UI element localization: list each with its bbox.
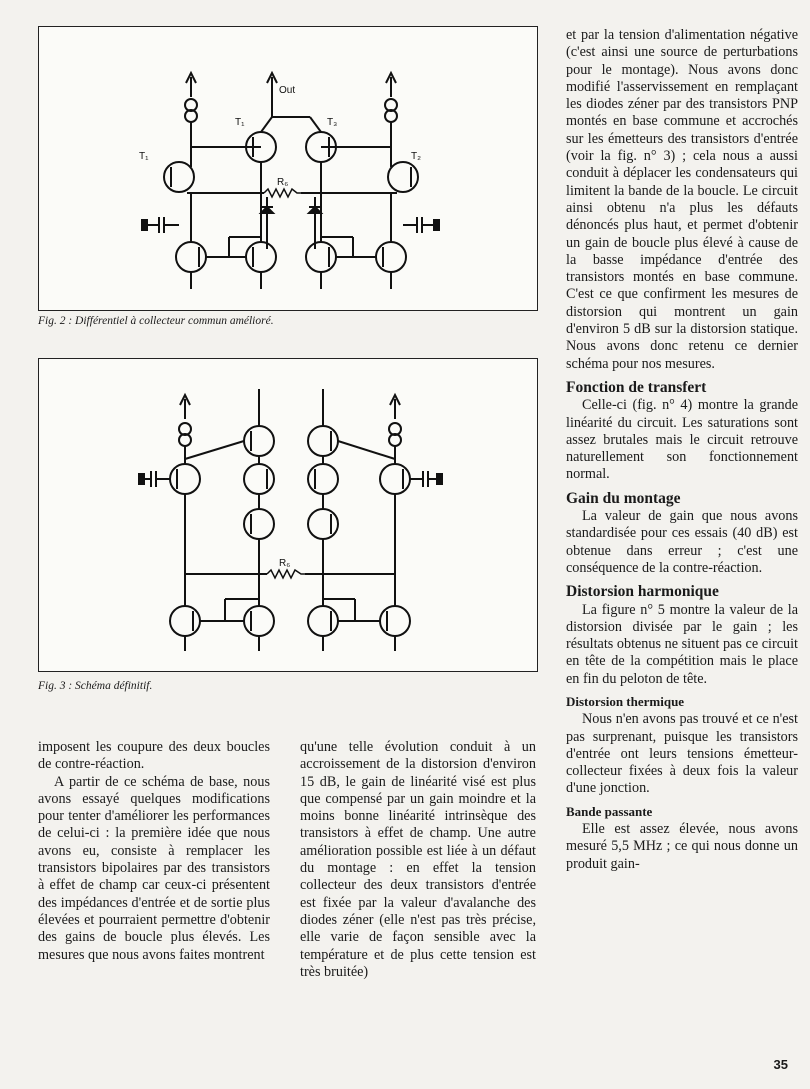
text-bande-passante: Elle est assez élevée, nous avons mesuré 5,5 MHz ; ce qui nous donne un produit gain-: [566, 821, 798, 872]
fig3-schematic: [39, 359, 537, 671]
figure-2: [38, 26, 538, 311]
middle-paragraph-1: qu'une telle évolution conduit à un accroissement de la distorsion d'environ 15 dB, le gain de linéarité visé est plus que compensé par un gain moindre et la moins bonne linéarité intrinsèque des transistors à effet de champ. Une autre amélioration possible est liée à un défaut du montage : en effet la tension collecteur des deux transistors d'entrée est fixée par la valeur d'avalanche des diodes zéner (elle n'est pas très précise, elle varie de façon sensible avec la température et de plus cette tension est très bruitée): [300, 739, 536, 980]
heading-gain-montage: Gain du montage: [566, 489, 681, 507]
fig2-schematic: [39, 27, 537, 310]
fig2-t1-inner-label: T₁: [235, 117, 245, 128]
heading-distorsion-harmonique: Distorsion harmonique: [566, 583, 719, 601]
left-paragraph-2: A partir de ce schéma de base, nous avons essayé quelques modifications pour tenter d'améliorer les performances de celui-ci : la première idée que nous avons eu, consiste à remplacer les transistors bipolaires par des transistors à effet de champ car ceux-ci présentent des impédances d'entrée et de sortie plus élevées et pourraient permettre d'obtenir des gains de boucle plus élevés. Les mesures que nous avons faites montrent: [38, 773, 270, 963]
heading-fonction-transfert: Fonction de transfert: [566, 378, 707, 396]
text-distorsion-harmonique: La figure n° 5 montre la valeur de la distorsion divisée par le gain ; les résultats obtenus ne situent pas ce circuit en tête de la compétition mais le place en fin du peloton de tête.: [566, 601, 798, 687]
fig2-t3-label: T₃: [327, 117, 338, 128]
text-fonction-transfert: Celle-ci (fig. n° 4) montre la grande linéarité du circuit. Les saturations sont assez brutales mais le circuit retrouve naturellement son fonctionnement normal.: [566, 397, 798, 483]
text-gain-montage: La valeur de gain que nous avons standardisée pour ces essais (40 dB) est obtenue dans erreur ; c'est une conséquence de la contre-réaction.: [566, 508, 798, 576]
fig3-resistor-label: R₆: [279, 558, 291, 569]
fig2-t1-left-label: T₁: [139, 151, 149, 162]
figure-3-caption: Fig. 3 : Schéma définitif.: [38, 680, 153, 692]
fig2-resistor-label: R₆: [277, 177, 289, 188]
right-column: [566, 27, 798, 873]
fig2-out-label: Out: [279, 85, 296, 96]
right-intro: et par la tension d'alimentation négative (c'est ainsi une source de perturbations pour le montage). Nous avons donc modifié l'asservissement en remplaçant les diodes zéner par des transistors PNP montés en base commune et accrochés sur les émetteurs des transistors d'entrée (voir la fig. n° 3) ; cela nous a aussi conduit à déplacer les condensateurs qui limitent la bande de la boucle. Le circuit ainsi obtenu n'a plus les défauts dénoncés plus haut, et permet d'obtenir un gain de boucle plus élevé à cause de la basse impédance d'entrée des transistors montés en base commune. C'est ce que confirment les mesures de distorsion qui montrent un gain d'environ 5 dB sur la distorsion statique. Nous avons donc retenu ce dernier schéma pour nos mesures.: [566, 27, 798, 372]
text-distorsion-thermique: Nous n'en avons pas trouvé et ce n'est pas surprenant, puisque les transistors d'entrée ont leurs tensions émetteur-collecteur fixées à deux fois la valeur d'une jonction.: [566, 711, 798, 797]
fig2-t2-label: T₂: [411, 151, 421, 162]
left-paragraph-1: imposent les coupure des deux boucles de contre-réaction.: [38, 739, 270, 773]
heading-distorsion-thermique: Distorsion thermique: [566, 693, 685, 709]
heading-bande-passante: Bande passante: [566, 803, 653, 819]
page-number: 35: [773, 1057, 788, 1072]
figure-3: [38, 358, 538, 672]
left-column: [38, 739, 270, 964]
middle-column: [300, 739, 536, 981]
figure-2-caption: Fig. 2 : Différentiel à collecteur commun amélioré.: [38, 315, 274, 327]
